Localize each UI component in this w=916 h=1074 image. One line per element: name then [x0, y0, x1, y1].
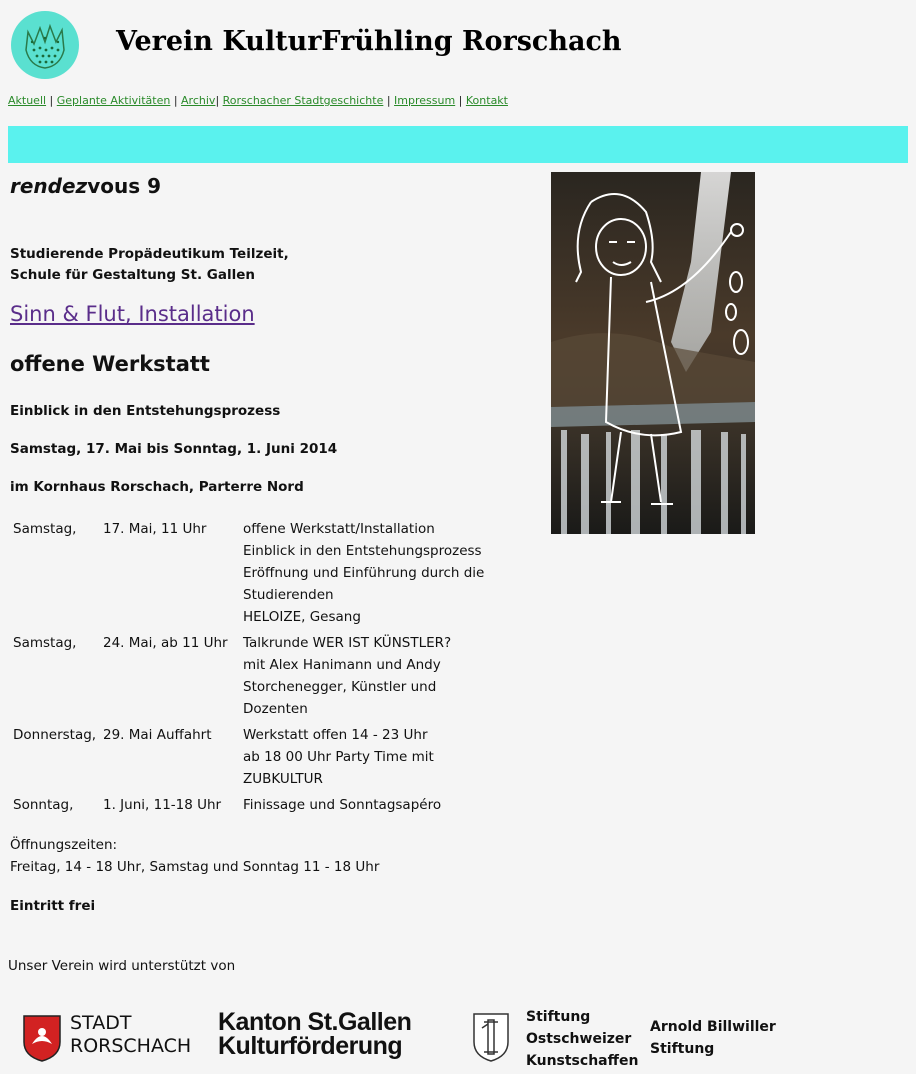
schedule-date: 29. Mai Auffahrt	[103, 727, 212, 743]
schedule-line: mit Alex Hanimann und Andy Storchenegger, Künstler und Dozenten	[243, 657, 441, 717]
opening-hours	[10, 834, 379, 878]
post-title	[10, 174, 161, 198]
schedule-day: Sonntag,	[13, 797, 74, 813]
support-label: Unser Verein wird unterstützt von	[8, 958, 236, 974]
sponsor-stiftung-ostschweizer[interactable]	[470, 1006, 640, 1072]
schedule-date: 24. Mai, ab 11 Uhr	[103, 635, 228, 651]
schedule-line: HELOIZE, Gesang	[243, 609, 361, 625]
fasces-crest-icon	[472, 1012, 510, 1062]
nav-archiv[interactable]: Archiv	[181, 94, 216, 107]
nav-separator: |	[170, 94, 182, 107]
nav-geplante-aktivitaeten[interactable]: Geplante Aktivitäten	[56, 94, 171, 107]
rorschach-crest-icon	[22, 1014, 62, 1062]
tulip-logo-icon[interactable]	[10, 10, 80, 80]
stadt-rorschach-text	[70, 1012, 191, 1058]
site-title[interactable]: Verein KulturFrühling Rorschach	[116, 26, 622, 57]
schedule-line: ab 18 00 Uhr Party Time mit ZUBKULTUR	[243, 749, 434, 787]
main-nav	[8, 94, 508, 107]
schedule-line: Eröffnung und Einführung durch die Studierenden	[243, 565, 485, 603]
stadt-line-1: STADT	[70, 1012, 132, 1034]
ost-line-3: Kunstschaffen	[526, 1053, 639, 1069]
schedule-day: Samstag,	[13, 521, 77, 537]
header-bar	[8, 126, 908, 163]
schedule-line: Talkrunde WER IST KÜNSTLER?	[243, 635, 452, 651]
kanton-line-1: Kanton St.Gallen	[218, 1008, 412, 1036]
schedule-desc	[240, 516, 508, 630]
bill-line-2: Stiftung	[650, 1041, 715, 1057]
sponsor-stadt-rorschach[interactable]	[22, 1010, 212, 1066]
location-text: im Kornhaus Rorschach, Parterre Nord	[10, 479, 304, 495]
waterfall-drawing-image	[551, 172, 755, 534]
nav-aktuell[interactable]: Aktuell	[8, 94, 47, 107]
nav-separator: |	[455, 94, 466, 107]
date-range: Samstag, 17. Mai bis Sonntag, 1. Juni 2014	[10, 441, 338, 457]
schedule-date: 1. Juni, 11-18 Uhr	[103, 797, 222, 813]
nav-separator: |	[383, 94, 395, 107]
schedule-table	[10, 516, 508, 818]
schedule-desc	[240, 722, 508, 792]
sinn-flut-link[interactable]: Sinn & Flut, Installation	[10, 302, 255, 326]
opening-hours-text: Freitag, 14 - 18 Uhr, Samstag und Sonntag 11 - 18 Uhr	[10, 859, 380, 875]
schedule-line: Einblick in den Entstehungsprozess	[243, 543, 482, 559]
post-subtitle	[10, 244, 289, 286]
schedule-line: Werkstatt offen 14 - 23 Uhr	[243, 727, 428, 743]
nav-kontakt[interactable]: Kontakt	[465, 94, 508, 107]
schedule-line: offene Werkstatt/Installation	[243, 521, 435, 537]
schedule-line: Finissage und Sonntagsapéro	[243, 797, 442, 813]
table-row	[10, 792, 508, 818]
post-title-rest: vous 9	[87, 174, 161, 198]
entry-text: Eintritt frei	[10, 898, 96, 914]
table-row	[10, 516, 508, 630]
post-title-italic: rendez	[10, 174, 88, 198]
opening-hours-label: Öffnungszeiten:	[10, 837, 118, 853]
schedule-day: Samstag,	[13, 635, 77, 651]
subtitle-line-1: Studierende Propädeutikum Teilzeit,	[10, 246, 289, 262]
sponsor-kanton-stgallen[interactable]	[218, 1010, 411, 1058]
schedule-desc	[240, 792, 508, 818]
bill-line-1: Arnold Billwiller	[650, 1019, 776, 1035]
nav-separator: |	[215, 94, 220, 107]
section-heading: offene Werkstatt	[10, 352, 210, 376]
sponsor-billwiller[interactable]	[650, 1016, 776, 1060]
nav-impressum[interactable]: Impressum	[394, 94, 456, 107]
stiftung-ost-text	[526, 1006, 638, 1072]
nav-separator: |	[46, 94, 57, 107]
subtitle-line-2: Schule für Gestaltung St. Gallen	[10, 267, 255, 283]
table-row	[10, 722, 508, 792]
einblick-text: Einblick in den Entstehungsprozess	[10, 403, 281, 419]
table-row	[10, 630, 508, 722]
schedule-date: 17. Mai, 11 Uhr	[103, 521, 207, 537]
schedule-day: Donnerstag,	[13, 727, 97, 743]
kanton-line-2: Kulturförderung	[218, 1032, 403, 1060]
ost-line-2: Ostschweizer	[526, 1031, 632, 1047]
schedule-desc	[240, 630, 508, 722]
stadt-line-2: RORSCHACH	[70, 1035, 192, 1057]
ost-line-1: Stiftung	[526, 1009, 591, 1025]
nav-stadtgeschichte[interactable]: Rorschacher Stadtgeschichte	[222, 94, 384, 107]
